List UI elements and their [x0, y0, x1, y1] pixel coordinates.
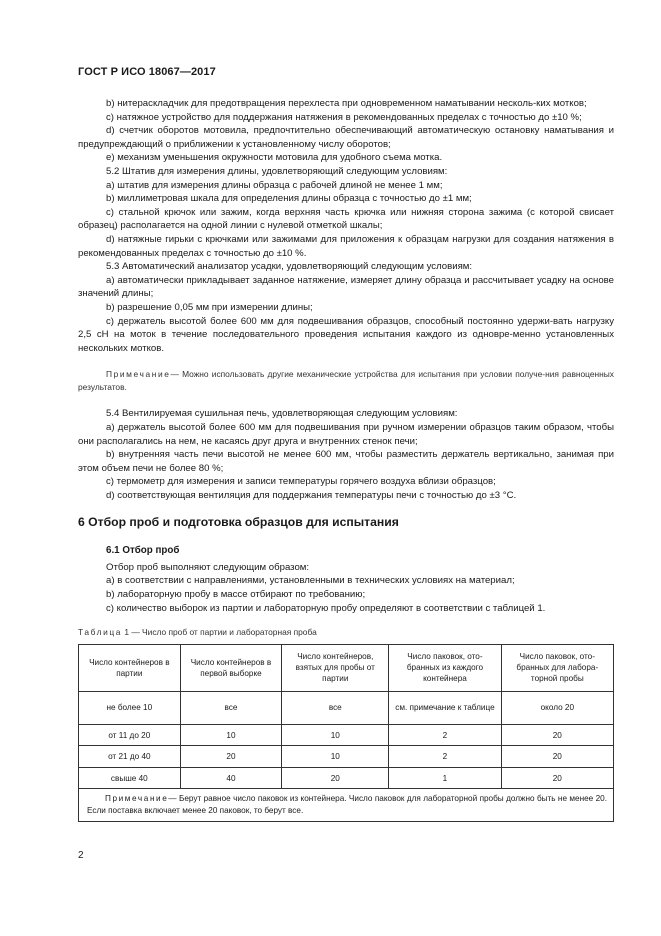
list-item: b) разрешение 0,05 мм при измерении длины;	[106, 301, 313, 313]
document-header: ГОСТ Р ИСО 18067—2017	[78, 66, 216, 78]
list-item: e) механизм уменьшения окружности мотовила для удобного съема мотка.	[106, 152, 443, 164]
table-note-row	[79, 789, 614, 822]
table-cell: от 11 до 20	[79, 724, 181, 746]
table-caption-text: 1 — Число проб от партии и лабораторная проба	[124, 627, 317, 638]
section-6-heading: 6 Отбор проб и подготовка образцов для испытания	[78, 514, 399, 529]
column-header: Число паковок, ото-бранных для лабора-торной пробы	[501, 644, 613, 691]
clause-5-3: 5.3 Автоматический анализатор усадки, удовлетворяющий следующим условиям:	[106, 261, 473, 273]
list-item: c) натяжное устройство для поддержания натяжения в рекомендованных пределах с точностью до ±10 %;	[106, 111, 582, 123]
list-item: b) внутренняя часть печи высотой не менее 600 мм, чтобы разместить держатель вертикально, занимая при этом объем печи не более 80 %;	[78, 449, 614, 474]
list-item: c) термометр для измерения и записи температуры горячего воздуха вблизи образцов;	[106, 476, 496, 488]
list-item: b) лабораторную пробу в массе отбирают по требованию;	[106, 589, 366, 600]
table-cell: 20	[282, 767, 389, 789]
list-item: a) автоматически прикладывает заданное натяжение, измеряет длину образца и рассчитывает усадку на основе значений длины;	[78, 274, 614, 300]
table-header-row	[79, 644, 614, 691]
table-cell: от 21 до 40	[79, 746, 181, 768]
list-item: a) штатив для измерения длины образца с рабочей длиной не менее 1 мм;	[106, 179, 443, 191]
table-cell: около 20	[501, 691, 613, 724]
table-cell: 40	[180, 767, 282, 789]
list-item: c) количество выборок из партии и лабораторную пробу определяют в соответствии с таблицей 1.	[106, 602, 546, 614]
list-item: b) нитераскладчик для предотвращения перехлеста при одновременном наматывании несколь-ких мотков;	[106, 98, 587, 109]
table-cell: 2	[389, 724, 501, 746]
table-row	[79, 724, 614, 746]
table-note	[79, 789, 614, 822]
list-item: b) миллиметровая шкала для определения длины образца с точностью до ±1 мм;	[106, 193, 472, 205]
subsection-6-1-heading: 6.1 Отбор проб	[106, 545, 180, 557]
table-cell: 10	[180, 724, 282, 746]
table-cell: см. примечание к таблице	[389, 691, 501, 724]
list-item: a) держатель высотой более 600 мм для подвешивания при ручном измерении образцов таким образом, чтобы они располагались на нем, не касаясь друг друга и внутренних стенок печи;	[78, 422, 614, 447]
table-caption	[78, 626, 614, 640]
table-note-text: — Берут равное число паковок из контейнера. Число паковок для лабораторной пробы должно быть не менее 20. Если поставка включает менее 20 паковок, то берут все.	[87, 794, 607, 816]
table-note-label: Примечание	[105, 794, 169, 804]
table-cell: 20	[180, 746, 282, 768]
note-label: Примечание	[106, 369, 171, 380]
list-item: d) натяжные гирьки с крючками или зажимами для приложения к образцам нагрузки для создания натяжения в рекомендованных пределах с точностью до ±10 %.	[78, 233, 614, 259]
clause-5-4: 5.4 Вентилируемая сушильная печь, удовлетворяющая следующим условиям:	[106, 408, 458, 420]
page-number: 2	[78, 850, 84, 861]
note	[78, 368, 614, 393]
page-body	[78, 97, 614, 822]
table-cell: 20	[501, 724, 613, 746]
column-header: Число контейнеров в первой выборке	[180, 644, 282, 691]
table-caption-label: Таблица	[78, 627, 123, 638]
table-row	[79, 746, 614, 768]
column-header: Число контейнеров в партии	[79, 644, 181, 691]
list-item: a) в соответствии с направлениями, установленными в технических условиях на материал;	[106, 575, 515, 587]
paragraph: Отбор проб выполняют следующим образом:	[106, 561, 310, 573]
list-item: c) держатель высотой более 600 мм для подвешивания образцов, способный постоянно удержи-вать нагрузку 2,5 сН на моток в течение последовательного проведения испытания каждого из одновре-менно установленных нескольких мотков.	[78, 315, 614, 354]
clause-5-2: 5.2 Штатив для измерения длины, удовлетворяющий следующим условиям:	[106, 165, 448, 177]
table-cell: 10	[282, 746, 389, 768]
list-item: c) стальной крючок или зажим, когда верхняя часть крючка или нижняя сторона зажима (с которой свисает образец) располагается на одной линии с нулевой отметкой шкалы;	[78, 206, 614, 232]
column-header: Число контейнеров, взятых для пробы от партии	[282, 644, 389, 691]
table-cell: все	[282, 691, 389, 724]
table-cell: 20	[501, 746, 613, 768]
column-header: Число паковок, ото-бранных из каждого контейнера	[389, 644, 501, 691]
table-row	[79, 767, 614, 789]
list-item: d) соответствующая вентиляция для поддержания температуры печи с точностью до ±3 °С.	[106, 490, 517, 502]
table-cell: все	[180, 691, 282, 724]
note-text: — Можно использовать другие механические устройства для испытания при условии получе-ния равноценных результатов.	[78, 369, 614, 392]
list-item: d) счетчик оборотов мотовила, предпочтительно обеспечивающий автоматическую остановку наматывания и предупреждающий о приближении к установленному числу оборотов;	[78, 125, 614, 150]
table-cell: не более 10	[79, 691, 181, 724]
table-cell: 20	[501, 767, 613, 789]
table-row	[79, 691, 614, 724]
sampling-table	[78, 644, 614, 823]
table-cell: 1	[389, 767, 501, 789]
table-cell: 2	[389, 746, 501, 768]
table-cell: 10	[282, 724, 389, 746]
table-cell: свыше 40	[79, 767, 181, 789]
